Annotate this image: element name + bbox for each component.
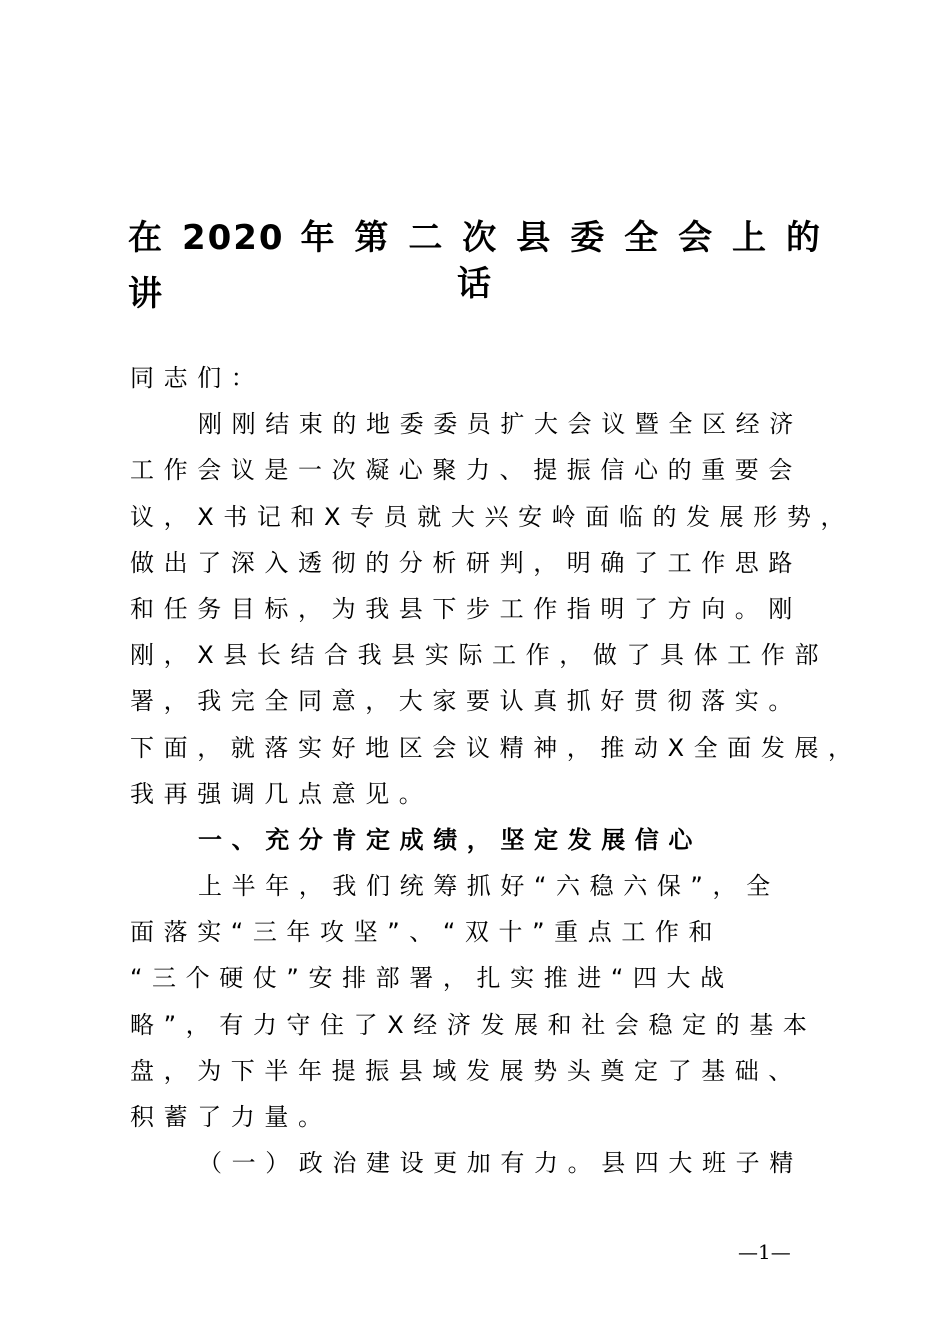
paragraph-1-line-2: 工作会议是一次凝心聚力、提振信心的重要会 — [130, 456, 802, 485]
paragraph-1-line-9: 我再强调几点意见。 — [130, 779, 433, 808]
salutation: 同志们： — [130, 364, 265, 392]
paragraph-2-line-5: 盘，为下半年提振县域发展势头奠定了基础、 — [130, 1056, 802, 1085]
document-title-line-1: 在 2020 年 第 二 次 县 委 全 会 上 的 讲 — [128, 218, 822, 314]
paragraph-1-line-6: 刚，X县长结合我县实际工作，做了具体工作部 — [130, 641, 829, 670]
paragraph-1-line-7: 署，我完全同意，大家要认真抓好贯彻落实。 — [130, 687, 802, 716]
document-title-line-2: 话 — [457, 264, 493, 304]
paragraph-1-line-8: 下面，就落实好地区会议精神，推动X全面发展， — [130, 733, 862, 762]
subsection-1-line-1: （一）政治建设更加有力。县四大班子精 — [198, 1149, 803, 1178]
paragraph-1-line-1: 刚刚结束的地委委员扩大会议暨全区经济 — [198, 410, 803, 439]
paragraph-1-line-4: 做出了深入透彻的分析研判，明确了工作思路 — [130, 548, 802, 577]
document-body — [130, 355, 862, 1186]
paragraph-2-line-3: “三个硬仗”安排部署，扎实推进“四大战 — [130, 964, 734, 993]
paragraph-1-line-3: 议，X书记和X专员就大兴安岭面临的发展形势， — [130, 502, 855, 531]
section-heading-1: 一、充分肯定成绩，坚定发展信心 — [198, 825, 702, 854]
page-number: —1— — [738, 1240, 791, 1264]
paragraph-2-line-2: 面落实“三年攻坚”、“双十”重点工作和 — [130, 918, 723, 947]
paragraph-2-line-1: 上半年，我们统筹抓好“六稳六保”，全 — [198, 872, 780, 901]
paragraph-2-line-4: 略”，有力守住了X经济发展和社会稳定的基本 — [130, 1010, 817, 1039]
paragraph-2-line-6: 积蓄了力量。 — [130, 1103, 332, 1131]
paragraph-1-line-5: 和任务目标，为我县下步工作指明了方向。刚 — [130, 594, 802, 623]
